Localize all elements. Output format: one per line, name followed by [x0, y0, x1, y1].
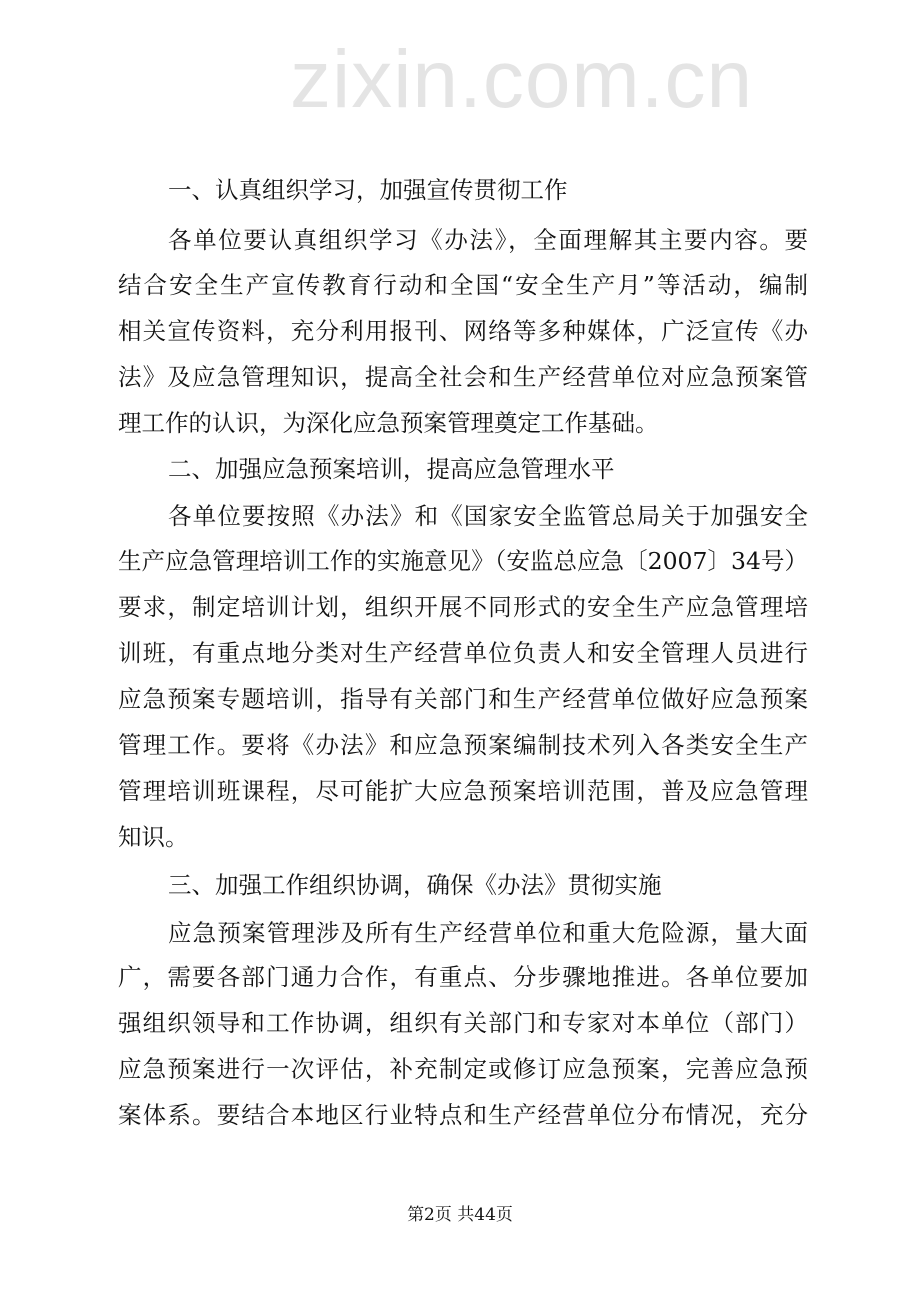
paragraph-line: 法》及应急管理知识，提高全社会和生产经营单位对应急预案管 [118, 363, 808, 391]
paragraph-line: 各单位要认真组织学习《办法》，全面理解其主要内容。要 [168, 226, 808, 254]
paragraph-line: 案体系。要结合本地区行业特点和生产经营单位分布情况，充分 [118, 1101, 808, 1129]
paragraph-line: 应急预案进行一次评估，补充制定或修订应急预案，完善应急预 [118, 1055, 808, 1083]
paragraph-line: 管理培训班课程，尽可能扩大应急预案培训范围，普及应急管理 [118, 777, 808, 805]
section-heading: 二、加强应急预案培训，提高应急管理水平 [168, 455, 615, 483]
paragraph-line: 要求，制定培训计划，组织开展不同形式的安全生产应急管理培 [118, 593, 808, 621]
paragraph-line: 训班，有重点地分类对生产经营单位负责人和安全管理人员进行 [118, 639, 808, 667]
section-heading: 三、加强工作组织协调，确保《办法》贯彻实施 [168, 871, 662, 899]
paragraph-line: 各单位要按照《办法》和《国家安全监管总局关于加强安全 [168, 502, 808, 530]
paragraph-line: 知识。 [118, 823, 189, 851]
paragraph-line: 生产应急管理培训工作的实施意见》（安监总应急〔2007〕34号） [118, 547, 808, 575]
paragraph-line: 强组织领导和工作协调，组织有关部门和专家对本单位（部门） [118, 1009, 808, 1037]
paragraph-line: 结合安全生产宣传教育行动和全国“安全生产月”等活动，编制 [118, 271, 808, 299]
paragraph-line: 理工作的认识，为深化应急预案管理奠定工作基础。 [118, 409, 659, 437]
paragraph-line: 广，需要各部门通力合作，有重点、分步骤地推进。各单位要加 [118, 963, 808, 991]
paragraph-line: 管理工作。要将《办法》和应急预案编制技术列入各类安全生产 [118, 731, 808, 759]
paragraph-line: 应急预案专题培训，指导有关部门和生产经营单位做好应急预案 [118, 685, 808, 713]
watermark: zixin.com.cn [290, 34, 754, 125]
page-footer: 第2页 共44页 [407, 1205, 513, 1225]
paragraph-line: 应急预案管理涉及所有生产经营单位和重大危险源，量大面 [168, 919, 808, 947]
section-heading: 一、认真组织学习，加强宣传贯彻工作 [168, 176, 568, 204]
paragraph-line: 相关宣传资料，充分利用报刊、网络等多种媒体，广泛宣传《办 [118, 317, 808, 345]
